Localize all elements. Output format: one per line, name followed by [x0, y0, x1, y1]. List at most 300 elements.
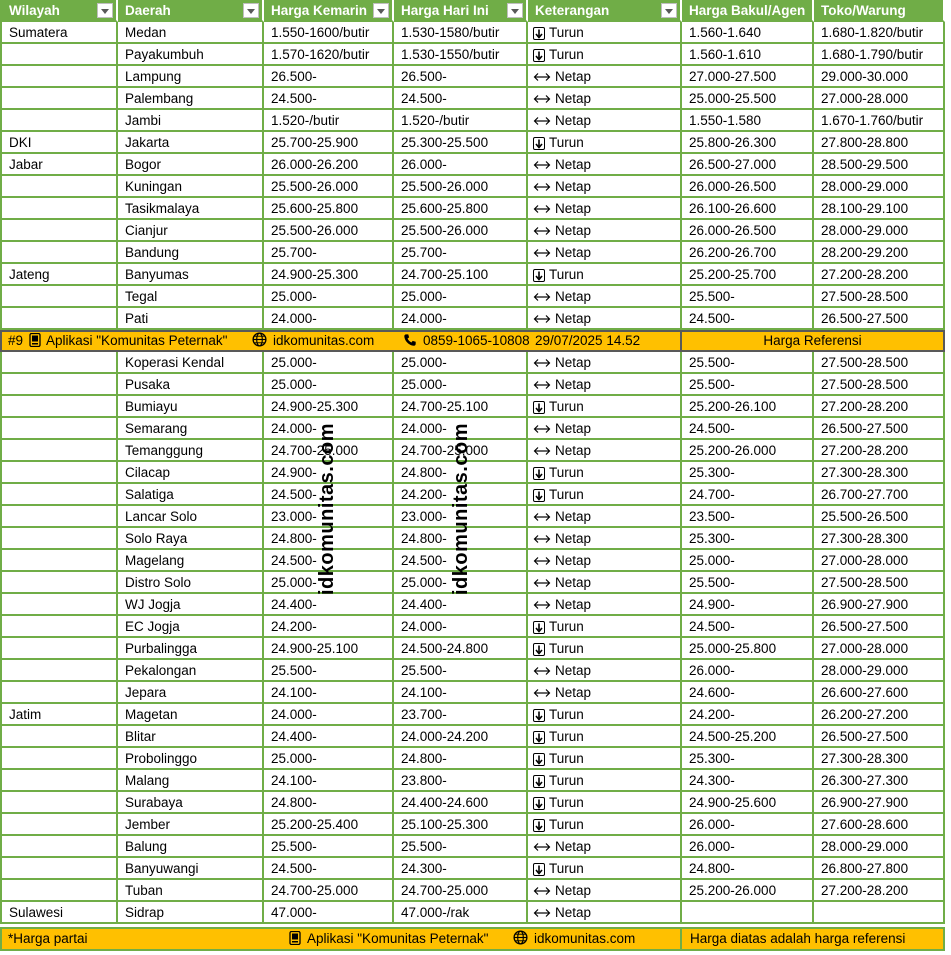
cell-daerah[interactable] — [118, 242, 264, 264]
cell-hari-ini[interactable] — [394, 242, 528, 264]
cell-hari-ini[interactable] — [394, 836, 528, 858]
cell-kemarin[interactable] — [264, 748, 394, 770]
cell-bakul[interactable] — [682, 572, 814, 594]
cell-kemarin[interactable] — [264, 880, 394, 902]
cell-ket[interactable] — [528, 814, 682, 836]
globe-icon — [513, 929, 528, 949]
cell-hari-ini[interactable] — [394, 660, 528, 682]
cell-bakul[interactable] — [682, 594, 814, 616]
cell-bakul[interactable] — [682, 154, 814, 176]
cell-bakul[interactable] — [682, 176, 814, 198]
cell-hari-ini[interactable] — [394, 22, 528, 44]
cell-kemarin[interactable] — [264, 110, 394, 132]
cell-bakul[interactable] — [682, 220, 814, 242]
cell-ket[interactable] — [528, 264, 682, 286]
cell-kemarin[interactable] — [264, 792, 394, 814]
cell-bakul[interactable] — [682, 704, 814, 726]
cell-ket[interactable] — [528, 770, 682, 792]
cell-toko[interactable] — [814, 242, 945, 264]
cell-wilayah[interactable] — [0, 198, 118, 220]
cell-hari-ini[interactable] — [394, 198, 528, 220]
cell-hari-ini[interactable] — [394, 880, 528, 902]
header-wilayah[interactable] — [0, 0, 118, 22]
cell-hari-ini[interactable] — [394, 308, 528, 330]
cell-wilayah[interactable] — [0, 550, 118, 572]
cell-text: 1.550-1600/butir — [271, 25, 370, 40]
cell-daerah[interactable] — [118, 22, 264, 44]
cell-ket[interactable] — [528, 220, 682, 242]
cell-hari-ini[interactable] — [394, 66, 528, 88]
header-keterangan[interactable] — [528, 0, 682, 22]
cell-ket[interactable] — [528, 792, 682, 814]
cell-wilayah[interactable] — [0, 616, 118, 638]
cell-daerah[interactable] — [118, 506, 264, 528]
cell-hari-ini[interactable] — [394, 682, 528, 704]
cell-ket[interactable] — [528, 418, 682, 440]
cell-toko[interactable] — [814, 44, 945, 66]
cell-toko[interactable] — [814, 660, 945, 682]
cell-toko[interactable] — [814, 374, 945, 396]
cell-text: 26.000-26.500 — [689, 223, 777, 238]
cell-text: 23.500- — [689, 509, 735, 524]
cell-hari-ini[interactable] — [394, 110, 528, 132]
cell-wilayah[interactable] — [0, 88, 118, 110]
cell-ket[interactable] — [528, 616, 682, 638]
cell-ket[interactable] — [528, 44, 682, 66]
cell-daerah[interactable] — [118, 110, 264, 132]
cell-wilayah[interactable] — [0, 704, 118, 726]
cell-toko[interactable] — [814, 748, 945, 770]
cell-bakul[interactable] — [682, 682, 814, 704]
cell-bakul[interactable] — [682, 858, 814, 880]
cell-bakul[interactable] — [682, 814, 814, 836]
cell-text: 27.200-28.200 — [821, 883, 909, 898]
cell-daerah[interactable] — [118, 198, 264, 220]
cell-wilayah[interactable] — [0, 176, 118, 198]
cell-bakul[interactable] — [682, 418, 814, 440]
cell-daerah[interactable] — [118, 748, 264, 770]
cell-daerah[interactable] — [118, 550, 264, 572]
cell-kemarin[interactable] — [264, 660, 394, 682]
cell-text: 25.700- — [401, 245, 447, 260]
cell-kemarin[interactable] — [264, 682, 394, 704]
header-harga-kemarin[interactable] — [264, 0, 394, 22]
cell-daerah[interactable] — [118, 352, 264, 374]
cell-wilayah[interactable] — [0, 286, 118, 308]
cell-text: 27.500-28.500 — [821, 289, 909, 304]
cell-wilayah[interactable] — [0, 660, 118, 682]
cell-daerah[interactable] — [118, 528, 264, 550]
cell-toko[interactable] — [814, 220, 945, 242]
cell-text: Turun — [549, 135, 584, 150]
cell-kemarin[interactable] — [264, 176, 394, 198]
cell-toko[interactable] — [814, 616, 945, 638]
cell-hari-ini[interactable] — [394, 264, 528, 286]
cell-daerah[interactable] — [118, 836, 264, 858]
cell-wilayah[interactable] — [0, 638, 118, 660]
cell-daerah[interactable] — [118, 770, 264, 792]
cell-wilayah[interactable] — [0, 22, 118, 44]
cell-wilayah[interactable] — [0, 726, 118, 748]
cell-kemarin[interactable] — [264, 594, 394, 616]
filter-dropdown-icon[interactable] — [243, 3, 259, 18]
cell-bakul[interactable] — [682, 528, 814, 550]
table-row — [0, 792, 945, 814]
cell-text: 26.900-27.900 — [821, 795, 909, 810]
cell-toko[interactable] — [814, 704, 945, 726]
cell-toko[interactable] — [814, 506, 945, 528]
cell-hari-ini[interactable] — [394, 726, 528, 748]
cell-ket[interactable] — [528, 22, 682, 44]
cell-kemarin[interactable] — [264, 858, 394, 880]
cell-bakul[interactable] — [682, 22, 814, 44]
cell-ket[interactable] — [528, 836, 682, 858]
cell-wilayah[interactable] — [0, 242, 118, 264]
cell-hari-ini[interactable] — [394, 352, 528, 374]
cell-kemarin[interactable] — [264, 44, 394, 66]
cell-kemarin[interactable] — [264, 616, 394, 638]
cell-wilayah[interactable] — [0, 770, 118, 792]
cell-bakul[interactable] — [682, 110, 814, 132]
cell-ket[interactable] — [528, 506, 682, 528]
cell-text: 1.570-1620/butir — [271, 47, 370, 62]
cell-daerah[interactable] — [118, 902, 264, 924]
cell-bakul[interactable] — [682, 748, 814, 770]
cell-toko[interactable] — [814, 484, 945, 506]
cell-bakul[interactable] — [682, 132, 814, 154]
cell-toko[interactable] — [814, 88, 945, 110]
cell-wilayah[interactable] — [0, 484, 118, 506]
cell-kemarin[interactable] — [264, 154, 394, 176]
cell-daerah[interactable] — [118, 814, 264, 836]
cell-bakul[interactable] — [682, 506, 814, 528]
cell-wilayah[interactable] — [0, 528, 118, 550]
cell-text: 25.200-26.000 — [689, 883, 777, 898]
cell-daerah[interactable] — [118, 286, 264, 308]
cell-daerah[interactable] — [118, 462, 264, 484]
cell-wilayah[interactable] — [0, 374, 118, 396]
cell-daerah[interactable] — [118, 154, 264, 176]
cell-toko[interactable] — [814, 286, 945, 308]
cell-toko[interactable] — [814, 858, 945, 880]
cell-wilayah[interactable] — [0, 594, 118, 616]
cell-hari-ini[interactable] — [394, 792, 528, 814]
cell-daerah[interactable] — [118, 682, 264, 704]
banner-site[interactable]: idkomunitas.com — [273, 333, 375, 348]
cell-text: 47.000-/rak — [401, 905, 470, 920]
cell-kemarin[interactable] — [264, 66, 394, 88]
cell-daerah[interactable] — [118, 44, 264, 66]
cell-bakul[interactable] — [682, 880, 814, 902]
cell-text: 24.700-25.000 — [401, 883, 489, 898]
cell-kemarin[interactable] — [264, 220, 394, 242]
cell-wilayah[interactable] — [0, 880, 118, 902]
cell-bakul[interactable] — [682, 44, 814, 66]
cell-daerah[interactable] — [118, 88, 264, 110]
cell-ket[interactable] — [528, 528, 682, 550]
cell-bakul[interactable] — [682, 638, 814, 660]
cell-bakul[interactable] — [682, 770, 814, 792]
cell-wilayah[interactable] — [0, 66, 118, 88]
filter-dropdown-icon[interactable] — [507, 3, 523, 18]
cell-daerah[interactable] — [118, 374, 264, 396]
cell-daerah[interactable] — [118, 616, 264, 638]
cell-text: 27.300-28.300 — [821, 531, 909, 546]
cell-toko[interactable] — [814, 132, 945, 154]
cell-toko[interactable] — [814, 682, 945, 704]
cell-kemarin[interactable] — [264, 286, 394, 308]
cell-wilayah[interactable] — [0, 440, 118, 462]
cell-wilayah[interactable] — [0, 220, 118, 242]
cell-bakul[interactable] — [682, 286, 814, 308]
cell-toko[interactable] — [814, 726, 945, 748]
filter-dropdown-icon[interactable] — [97, 3, 113, 18]
cell-ket[interactable] — [528, 594, 682, 616]
cell-hari-ini[interactable] — [394, 220, 528, 242]
cell-hari-ini[interactable] — [394, 154, 528, 176]
cell-wilayah[interactable] — [0, 308, 118, 330]
cell-kemarin[interactable] — [264, 308, 394, 330]
banner-phone[interactable]: 0859-1065-10808 — [423, 333, 530, 348]
cell-ket[interactable] — [528, 902, 682, 924]
cell-bakul[interactable] — [682, 264, 814, 286]
cell-toko[interactable] — [814, 308, 945, 330]
cell-wilayah[interactable] — [0, 858, 118, 880]
cell-toko[interactable] — [814, 550, 945, 572]
cell-ket[interactable] — [528, 308, 682, 330]
cell-wilayah[interactable] — [0, 572, 118, 594]
filter-dropdown-icon[interactable] — [373, 3, 389, 18]
cell-kemarin[interactable] — [264, 352, 394, 374]
cell-daerah[interactable] — [118, 440, 264, 462]
cell-hari-ini[interactable] — [394, 594, 528, 616]
cell-wilayah[interactable] — [0, 506, 118, 528]
cell-bakul[interactable] — [682, 440, 814, 462]
cell-hari-ini[interactable] — [394, 176, 528, 198]
cell-bakul[interactable] — [682, 198, 814, 220]
cell-text: Lancar Solo — [125, 509, 198, 524]
cell-ket[interactable] — [528, 660, 682, 682]
cell-kemarin[interactable] — [264, 242, 394, 264]
cell-toko[interactable] — [814, 814, 945, 836]
cell-ket[interactable] — [528, 154, 682, 176]
cell-daerah[interactable] — [118, 792, 264, 814]
cell-daerah[interactable] — [118, 638, 264, 660]
cell-wilayah[interactable] — [0, 748, 118, 770]
cell-hari-ini[interactable] — [394, 88, 528, 110]
cell-ket[interactable] — [528, 286, 682, 308]
cell-wilayah[interactable] — [0, 264, 118, 286]
cell-kemarin[interactable] — [264, 704, 394, 726]
cell-kemarin[interactable] — [264, 902, 394, 924]
cell-hari-ini[interactable] — [394, 748, 528, 770]
cell-text: 24.500- — [271, 91, 317, 106]
cell-bakul[interactable] — [682, 462, 814, 484]
cell-ket[interactable] — [528, 242, 682, 264]
cell-kemarin[interactable] — [264, 22, 394, 44]
cell-bakul[interactable] — [682, 616, 814, 638]
cell-daerah[interactable] — [118, 880, 264, 902]
cell-toko[interactable] — [814, 396, 945, 418]
cell-toko[interactable] — [814, 638, 945, 660]
cell-daerah[interactable] — [118, 484, 264, 506]
cell-daerah[interactable] — [118, 396, 264, 418]
cell-bakul[interactable] — [682, 396, 814, 418]
header-harga-hari-ini[interactable] — [394, 0, 528, 22]
cell-kemarin[interactable] — [264, 638, 394, 660]
cell-toko[interactable] — [814, 572, 945, 594]
cell-bakul[interactable] — [682, 726, 814, 748]
cell-kemarin[interactable] — [264, 132, 394, 154]
cell-toko[interactable] — [814, 528, 945, 550]
cell-daerah[interactable] — [118, 594, 264, 616]
cell-toko[interactable] — [814, 176, 945, 198]
cell-text: 29.000-30.000 — [821, 69, 909, 84]
cell-kemarin[interactable] — [264, 374, 394, 396]
cell-ket[interactable] — [528, 352, 682, 374]
cell-hari-ini[interactable] — [394, 44, 528, 66]
cell-bakul[interactable] — [682, 550, 814, 572]
cell-wilayah[interactable] — [0, 682, 118, 704]
cell-toko[interactable] — [814, 198, 945, 220]
cell-daerah[interactable] — [118, 572, 264, 594]
cell-ket[interactable] — [528, 858, 682, 880]
cell-kemarin[interactable] — [264, 88, 394, 110]
cell-ket[interactable] — [528, 88, 682, 110]
cell-kemarin[interactable] — [264, 814, 394, 836]
cell-hari-ini[interactable] — [394, 286, 528, 308]
cell-hari-ini[interactable] — [394, 132, 528, 154]
cell-bakul[interactable] — [682, 88, 814, 110]
cell-daerah[interactable] — [118, 220, 264, 242]
cell-wilayah[interactable] — [0, 814, 118, 836]
cell-ket[interactable] — [528, 374, 682, 396]
cell-bakul[interactable] — [682, 374, 814, 396]
cell-kemarin[interactable] — [264, 198, 394, 220]
cell-toko[interactable] — [814, 352, 945, 374]
cell-ket[interactable] — [528, 484, 682, 506]
cell-bakul[interactable] — [682, 902, 814, 924]
cell-daerah[interactable] — [118, 132, 264, 154]
cell-hari-ini[interactable] — [394, 616, 528, 638]
footer-site[interactable]: idkomunitas.com — [534, 931, 636, 946]
cell-ket[interactable] — [528, 572, 682, 594]
cell-wilayah[interactable] — [0, 792, 118, 814]
header-daerah[interactable] — [118, 0, 264, 22]
cell-ket[interactable] — [528, 638, 682, 660]
cell-toko[interactable] — [814, 594, 945, 616]
cell-ket[interactable] — [528, 704, 682, 726]
cell-wilayah[interactable] — [0, 110, 118, 132]
cell-kemarin[interactable] — [264, 836, 394, 858]
cell-text: 25.000- — [271, 751, 317, 766]
cell-daerah[interactable] — [118, 308, 264, 330]
cell-daerah[interactable] — [118, 418, 264, 440]
cell-toko[interactable] — [814, 110, 945, 132]
cell-ket[interactable] — [528, 682, 682, 704]
cell-toko[interactable] — [814, 462, 945, 484]
cell-bakul[interactable] — [682, 836, 814, 858]
cell-ket[interactable] — [528, 462, 682, 484]
footer-note: *Harga partai — [8, 931, 88, 946]
cell-wilayah[interactable] — [0, 396, 118, 418]
cell-daerah[interactable] — [118, 726, 264, 748]
cell-toko[interactable] — [814, 154, 945, 176]
cell-daerah[interactable] — [118, 176, 264, 198]
cell-toko[interactable] — [814, 770, 945, 792]
table-row — [0, 286, 945, 308]
cell-wilayah[interactable] — [0, 902, 118, 924]
cell-wilayah[interactable] — [0, 352, 118, 374]
cell-toko[interactable] — [814, 264, 945, 286]
cell-kemarin[interactable] — [264, 726, 394, 748]
cell-text: Distro Solo — [125, 575, 192, 590]
cell-bakul[interactable] — [682, 484, 814, 506]
cell-hari-ini[interactable] — [394, 374, 528, 396]
cell-bakul[interactable] — [682, 308, 814, 330]
cell-ket[interactable] — [528, 198, 682, 220]
cell-ket[interactable] — [528, 440, 682, 462]
cell-ket[interactable] — [528, 726, 682, 748]
cell-ket[interactable] — [528, 132, 682, 154]
cell-hari-ini[interactable] — [394, 814, 528, 836]
cell-ket[interactable] — [528, 550, 682, 572]
cell-daerah[interactable] — [118, 660, 264, 682]
cell-bakul[interactable] — [682, 792, 814, 814]
cell-wilayah[interactable] — [0, 132, 118, 154]
cell-hari-ini[interactable] — [394, 704, 528, 726]
cell-kemarin[interactable] — [264, 770, 394, 792]
cell-toko[interactable] — [814, 880, 945, 902]
filter-dropdown-icon[interactable] — [661, 3, 677, 18]
cell-daerah[interactable] — [118, 858, 264, 880]
cell-daerah[interactable] — [118, 704, 264, 726]
cell-wilayah[interactable] — [0, 154, 118, 176]
cell-wilayah[interactable] — [0, 462, 118, 484]
cell-bakul[interactable] — [682, 66, 814, 88]
cell-ket[interactable] — [528, 748, 682, 770]
cell-hari-ini[interactable] — [394, 396, 528, 418]
cell-toko[interactable] — [814, 836, 945, 858]
cell-ket[interactable] — [528, 176, 682, 198]
cell-daerah[interactable] — [118, 264, 264, 286]
cell-toko[interactable] — [814, 418, 945, 440]
cell-bakul[interactable] — [682, 352, 814, 374]
cell-hari-ini[interactable] — [394, 902, 528, 924]
cell-toko[interactable] — [814, 440, 945, 462]
cell-toko[interactable] — [814, 66, 945, 88]
cell-kemarin[interactable] — [264, 396, 394, 418]
cell-hari-ini[interactable] — [394, 770, 528, 792]
cell-bakul[interactable] — [682, 242, 814, 264]
cell-wilayah[interactable] — [0, 836, 118, 858]
cell-ket[interactable] — [528, 110, 682, 132]
cell-ket[interactable] — [528, 66, 682, 88]
cell-toko[interactable] — [814, 902, 945, 924]
cell-ket[interactable] — [528, 880, 682, 902]
cell-ket[interactable] — [528, 396, 682, 418]
cell-hari-ini[interactable] — [394, 638, 528, 660]
cell-kemarin[interactable] — [264, 264, 394, 286]
cell-wilayah[interactable] — [0, 418, 118, 440]
cell-toko[interactable] — [814, 792, 945, 814]
cell-hari-ini[interactable] — [394, 858, 528, 880]
cell-daerah[interactable] — [118, 66, 264, 88]
cell-bakul[interactable] — [682, 660, 814, 682]
cell-toko[interactable] — [814, 22, 945, 44]
cell-wilayah[interactable] — [0, 44, 118, 66]
table-row — [0, 88, 945, 110]
